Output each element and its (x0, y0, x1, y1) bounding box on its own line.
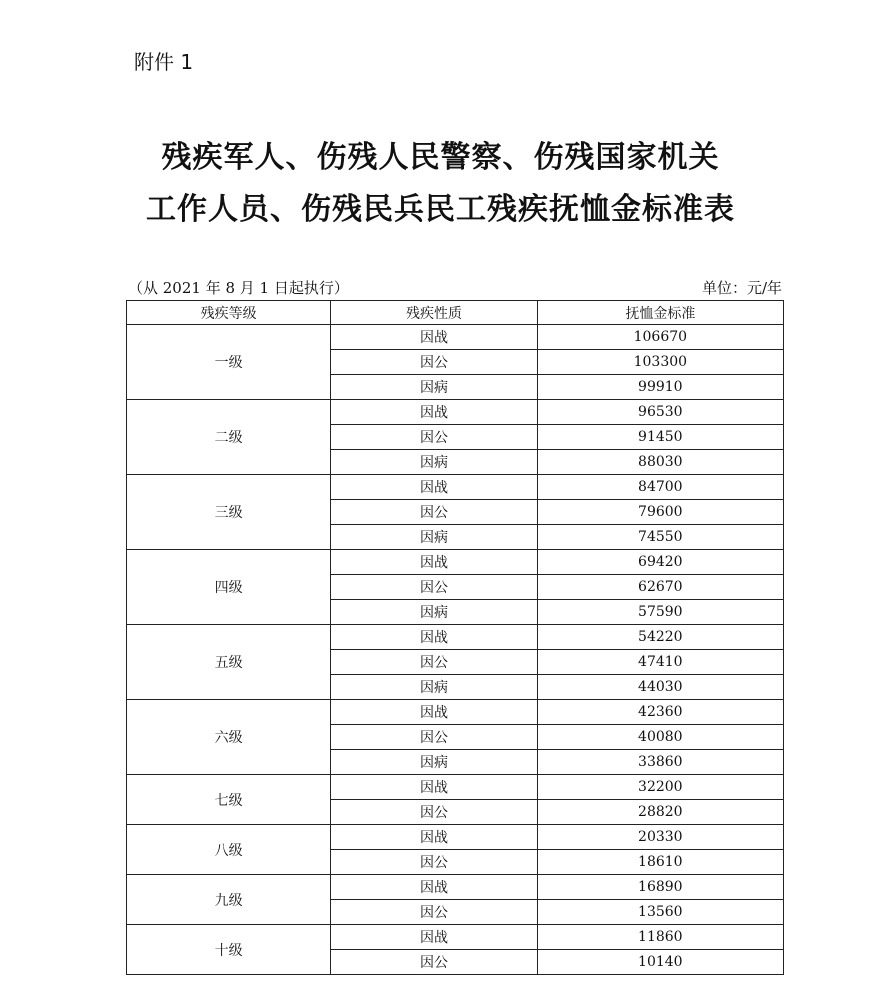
nature-cell: 因公 (331, 800, 537, 825)
grade-cell: 二级 (127, 400, 331, 475)
nature-cell: 因公 (331, 650, 537, 675)
grade-cell: 十级 (127, 925, 331, 975)
nature-cell: 因战 (331, 625, 537, 650)
grade-cell: 八级 (127, 825, 331, 875)
table-row (127, 700, 784, 725)
standard-cell: 57590 (537, 600, 783, 625)
standard-cell: 69420 (537, 550, 783, 575)
nature-cell: 因公 (331, 850, 537, 875)
grade-cell: 七级 (127, 775, 331, 825)
standard-cell: 42360 (537, 700, 783, 725)
table-meta (128, 277, 782, 298)
nature-cell: 因病 (331, 525, 537, 550)
nature-cell: 因公 (331, 425, 537, 450)
standard-cell: 88030 (537, 450, 783, 475)
standard-cell: 96530 (537, 400, 783, 425)
nature-cell: 因公 (331, 900, 537, 925)
title-line-2: 工作人员、伤残民兵民工残疾抚恤金标准表 (146, 192, 735, 227)
table-row (127, 550, 784, 575)
table-row (127, 400, 784, 425)
standard-cell: 74550 (537, 525, 783, 550)
table-body (127, 325, 784, 975)
document-title (0, 132, 881, 236)
table-row (127, 925, 784, 950)
header-grade: 残疾等级 (127, 301, 331, 325)
standard-cell: 103300 (537, 350, 783, 375)
standard-cell: 54220 (537, 625, 783, 650)
standard-cell: 99910 (537, 375, 783, 400)
grade-cell: 五级 (127, 625, 331, 700)
nature-cell: 因公 (331, 350, 537, 375)
standard-cell: 47410 (537, 650, 783, 675)
nature-cell: 因战 (331, 475, 537, 500)
nature-cell: 因病 (331, 675, 537, 700)
table-row (127, 825, 784, 850)
nature-cell: 因公 (331, 575, 537, 600)
standard-cell: 40080 (537, 725, 783, 750)
grade-cell: 六级 (127, 700, 331, 775)
nature-cell: 因战 (331, 400, 537, 425)
standard-cell: 84700 (537, 475, 783, 500)
table-row (127, 625, 784, 650)
grade-cell: 一级 (127, 325, 331, 400)
standard-cell: 13560 (537, 900, 783, 925)
standard-cell: 10140 (537, 950, 783, 975)
pension-standards-table (126, 300, 784, 975)
nature-cell: 因战 (331, 825, 537, 850)
nature-cell: 因战 (331, 775, 537, 800)
nature-cell: 因病 (331, 450, 537, 475)
table-row (127, 775, 784, 800)
nature-cell: 因病 (331, 375, 537, 400)
nature-cell: 因战 (331, 550, 537, 575)
standard-cell: 16890 (537, 875, 783, 900)
standard-cell: 79600 (537, 500, 783, 525)
nature-cell: 因病 (331, 750, 537, 775)
nature-cell: 因战 (331, 925, 537, 950)
table-row (127, 325, 784, 350)
header-nature: 残疾性质 (331, 301, 537, 325)
nature-cell: 因战 (331, 700, 537, 725)
standard-cell: 18610 (537, 850, 783, 875)
standard-cell: 20330 (537, 825, 783, 850)
nature-cell: 因公 (331, 500, 537, 525)
nature-cell: 因公 (331, 950, 537, 975)
grade-cell: 九级 (127, 875, 331, 925)
standard-cell: 11860 (537, 925, 783, 950)
nature-cell: 因战 (331, 875, 537, 900)
nature-cell: 因病 (331, 600, 537, 625)
nature-cell: 因公 (331, 725, 537, 750)
unit-note: 单位：元/年 (701, 279, 782, 297)
title-line-1: 残疾军人、伤残人民警察、伤残国家机关 (161, 140, 720, 175)
attachment-label: 附件 1 (134, 50, 194, 74)
standard-cell: 32200 (537, 775, 783, 800)
standard-cell: 28820 (537, 800, 783, 825)
standard-cell: 33860 (537, 750, 783, 775)
nature-cell: 因战 (331, 325, 537, 350)
standard-cell: 91450 (537, 425, 783, 450)
effective-date-note: （从 2021 年 8 月 1 日起执行） (128, 279, 349, 297)
table-row (127, 875, 784, 900)
standard-cell: 106670 (537, 325, 783, 350)
grade-cell: 四级 (127, 550, 331, 625)
table-header-row (127, 301, 784, 325)
grade-cell: 三级 (127, 475, 331, 550)
table-row (127, 475, 784, 500)
header-standard: 抚恤金标准 (537, 301, 783, 325)
standard-cell: 62670 (537, 575, 783, 600)
standard-cell: 44030 (537, 675, 783, 700)
